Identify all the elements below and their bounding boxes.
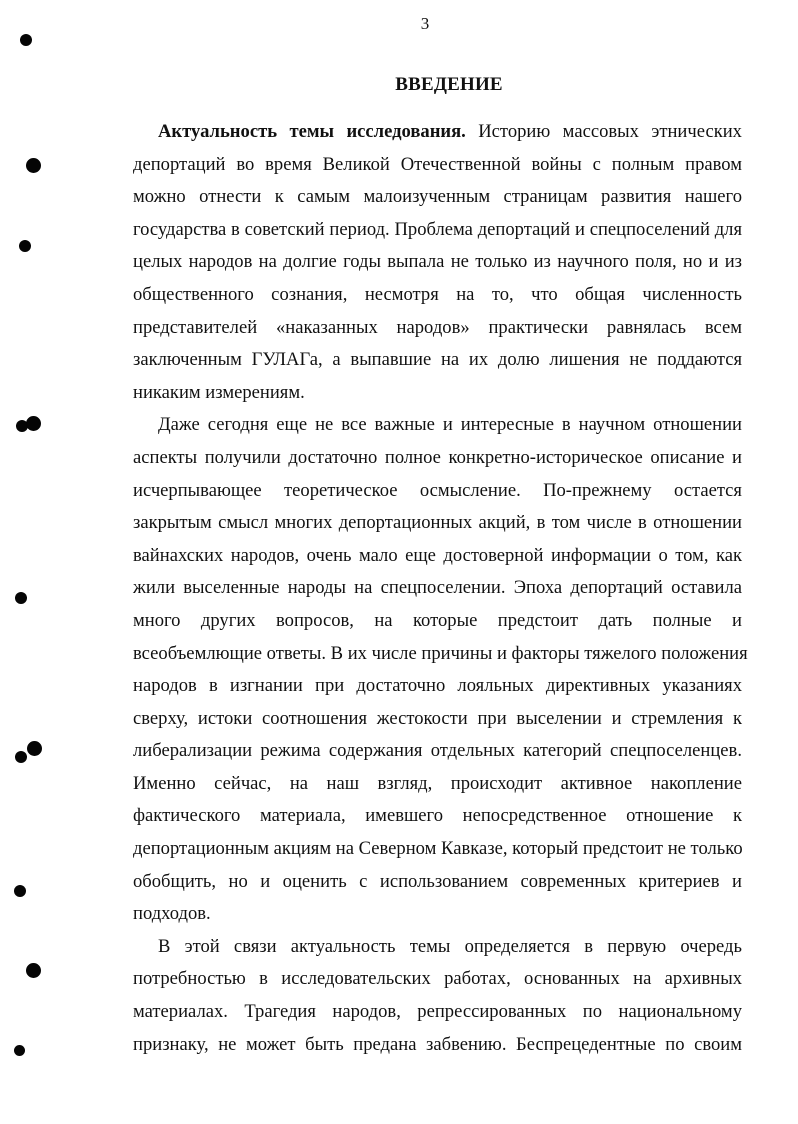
text-line: всеобъемлющие ответы. В их числе причины и факторы тяжелого положения (133, 642, 748, 664)
text-line: Даже сегодня еще не все важные и интересные в научном отношении (158, 414, 742, 436)
margin-dot (15, 592, 27, 604)
text-line: закрытым смысл многих депортационных акций, в том числе в отношении (133, 512, 742, 534)
text-line: вайнахских народов, очень мало еще достоверной информации о том, как (133, 544, 742, 566)
text-line: аспекты получили достаточно полное конкретно-историческое описание и (133, 446, 742, 468)
section-title: ВВЕДЕНИЕ (395, 74, 503, 95)
text-line: Актуальность темы исследования. Историю массовых этнических (158, 121, 742, 142)
text-line: можно отнести к самым малоизученным страницам развития нашего (133, 186, 742, 208)
text-line: В этой связи актуальность темы определяется в первую очередь (158, 935, 742, 957)
text-line: подходов. (133, 903, 211, 925)
text-line: признаку, не может быть предана забвению. Беспрецедентные по своим (133, 1033, 742, 1055)
text-line: жили выселенные народы на спецпоселении. Эпоха депортаций оставила (133, 577, 742, 599)
text-line: народов в изгнании при достаточно лояльных директивных указаниях (133, 675, 742, 697)
text-line: представителей «наказанных народов» практически равнялась всем (133, 316, 742, 338)
page-number: 3 (420, 14, 430, 33)
section-lead-bold: Актуальность темы исследования. (158, 121, 466, 142)
text-line: общественного сознания, несмотря на то, что общая численность (133, 283, 742, 305)
margin-dot (14, 885, 26, 897)
text-line: потребностью в исследовательских работах, основанных на архивных (133, 968, 742, 990)
text-line: много других вопросов, на которые предстоит дать полные и (133, 609, 742, 631)
margin-dot (19, 240, 31, 252)
margin-dot (26, 963, 41, 978)
document-body (133, 116, 748, 1061)
text-line: исчерпывающее теоретическое осмысление. По-прежнему остается (133, 479, 742, 501)
text-line: депортационным акциям на Северном Кавказе, который предстоит не только (133, 838, 743, 860)
margin-dot (27, 741, 42, 756)
text-line: сверху, истоки соотношения жестокости при выселении и стремления к (133, 707, 742, 729)
text-line: материалах. Трагедия народов, репрессированных по национальному (133, 1001, 742, 1023)
text-line: Именно сейчас, на наш взгляд, происходит активное накопление (133, 772, 742, 794)
margin-dot (20, 34, 32, 46)
text-line: целых народов на долгие годы выпала не только из научного поля, но и из (133, 251, 742, 273)
text-line: заключенным ГУЛАГа, а выпавшие на их долю лишения не поддаются (133, 349, 742, 371)
text-line: никаким измерениям. (133, 381, 305, 403)
text-line: обобщить, но и оценить с использованием современных критериев и (133, 870, 742, 892)
text-line: фактического материала, имевшего непосредственное отношение к (133, 805, 742, 827)
margin-dot (26, 416, 41, 431)
text-line: либерализации режима содержания отдельных категорий спецпоселенцев. (133, 740, 742, 762)
text-line: государства в советский период. Проблема депортаций и спецпоселений для (133, 218, 742, 240)
margin-dot (26, 158, 41, 173)
margin-dot (15, 751, 27, 763)
text-line: депортаций во время Великой Отечественной войны с полным правом (133, 153, 742, 175)
margin-dot (14, 1045, 25, 1056)
